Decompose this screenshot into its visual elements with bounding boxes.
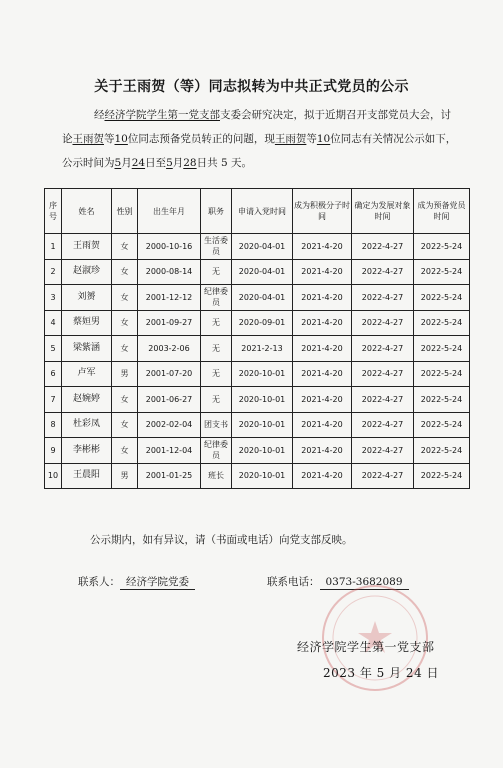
- table-cell: 女: [112, 285, 138, 311]
- table-cell: 纪律委员: [201, 438, 232, 464]
- table-row: [45, 361, 470, 387]
- table-cell: 2022-4-27: [352, 438, 414, 464]
- table-row: [45, 438, 470, 464]
- signing-organization: 经济学院学生第一党支部: [297, 640, 435, 654]
- table-cell: 2001-09-27: [138, 310, 201, 336]
- table-cell: 生活委员: [201, 234, 232, 260]
- intro-text: 经: [94, 109, 105, 121]
- intro-text: 位同志有关情况公示如下，公示时间为: [62, 133, 457, 169]
- table-cell: 2020-04-01: [232, 259, 293, 285]
- table-cell: 赵淑珍: [62, 259, 112, 285]
- table-cell: 女: [112, 438, 138, 464]
- table-cell: 2020-10-01: [232, 361, 293, 387]
- table-row: [45, 463, 470, 489]
- intro-text: 日共 5 天。: [196, 157, 252, 169]
- table-cell: 4: [45, 310, 62, 336]
- table-cell: 2021-4-20: [293, 387, 352, 413]
- table-cell: 2021-4-20: [293, 336, 352, 362]
- members-table: [44, 188, 470, 489]
- table-cell: 2022-5-24: [414, 412, 470, 438]
- column-header: 成为预备党员时间: [414, 189, 470, 234]
- table-cell: 女: [112, 387, 138, 413]
- table-cell: 2020-10-01: [232, 412, 293, 438]
- table-cell: 2001-01-25: [138, 463, 201, 489]
- table-cell: 2022-5-24: [414, 336, 470, 362]
- table-cell: 2001-12-04: [138, 438, 201, 464]
- table-cell: 杜彩凤: [62, 412, 112, 438]
- table-cell: 女: [112, 336, 138, 362]
- table-cell: 2020-04-01: [232, 285, 293, 311]
- notice-text: 公示期内，如有异议，请（书面或电话）向党支部反映。: [90, 534, 353, 546]
- table-cell: 2022-5-24: [414, 361, 470, 387]
- table-cell: 2003-2-06: [138, 336, 201, 362]
- end-day: 28: [183, 157, 197, 169]
- table-cell: 2021-4-20: [293, 463, 352, 489]
- intro-text: 月: [172, 157, 184, 169]
- intro-text: 月: [121, 157, 132, 169]
- table-cell: 2022-5-24: [414, 259, 470, 285]
- intro-text: 等: [306, 133, 317, 145]
- intro-paragraph: [62, 103, 457, 175]
- member-count: 10: [316, 133, 331, 145]
- table-cell: 无: [201, 310, 232, 336]
- intro-text: 支委会研究决定，拟于近期召开支部党员大会，讨论: [62, 109, 451, 145]
- table-cell: 无: [201, 361, 232, 387]
- contact-person-label: 联系人：: [78, 576, 120, 588]
- table-cell: 梁紫涵: [62, 336, 112, 362]
- table-cell: 2021-4-20: [293, 259, 352, 285]
- table-cell: 8: [45, 412, 62, 438]
- table-cell: 2020-10-01: [232, 387, 293, 413]
- table-cell: 2022-4-27: [352, 259, 414, 285]
- table-cell: 刘赟: [62, 285, 112, 311]
- table-cell: 2022-4-27: [352, 361, 414, 387]
- table-row: [45, 234, 470, 260]
- table-cell: 2002-02-04: [138, 412, 201, 438]
- table-cell: 2020-04-01: [232, 234, 293, 260]
- table-cell: 2022-4-27: [352, 336, 414, 362]
- table-cell: 2001-06-27: [138, 387, 201, 413]
- table-cell: 团支书: [201, 412, 232, 438]
- table-cell: 2022-5-24: [414, 387, 470, 413]
- contact-person-value: 经济学院党委: [120, 576, 195, 590]
- table-cell: 1: [45, 234, 62, 260]
- table-cell: 10: [45, 463, 62, 489]
- table-cell: 2021-4-20: [293, 412, 352, 438]
- column-header: 性别: [112, 189, 138, 234]
- table-cell: 纪律委员: [201, 285, 232, 311]
- table-row: [45, 259, 470, 285]
- end-month: 5: [166, 157, 173, 169]
- table-cell: 2021-4-20: [293, 285, 352, 311]
- table-cell: 2000-08-14: [138, 259, 201, 285]
- table-row: [45, 412, 470, 438]
- table-cell: 2001-07-20: [138, 361, 201, 387]
- intro-text: 位同志预备党员转正的问题，现: [127, 133, 275, 145]
- table-row: [45, 285, 470, 311]
- table-cell: 3: [45, 285, 62, 311]
- member-count: 10: [114, 133, 128, 145]
- intro-text: 等: [104, 133, 115, 145]
- column-header: 成为积极分子时间: [293, 189, 352, 234]
- table-row: [45, 310, 470, 336]
- table-cell: 2022-4-27: [352, 285, 414, 311]
- table-cell: 无: [201, 336, 232, 362]
- table-cell: 女: [112, 412, 138, 438]
- table-cell: 王雨贺: [62, 234, 112, 260]
- table-cell: 王晨阳: [62, 463, 112, 489]
- column-header: 序号: [45, 189, 62, 234]
- table-cell: 5: [45, 336, 62, 362]
- table-cell: 2022-4-27: [352, 463, 414, 489]
- column-header: 申请入党时间: [232, 189, 293, 234]
- table-cell: 2022-4-27: [352, 234, 414, 260]
- table-cell: 2021-4-20: [293, 438, 352, 464]
- contact-phone-value: 0373-3682089: [320, 576, 409, 590]
- table-cell: 蔡姮男: [62, 310, 112, 336]
- signing-date: 2023 年 5 月 24 日: [323, 666, 440, 680]
- table-cell: 无: [201, 259, 232, 285]
- table-cell: 2001-12-12: [138, 285, 201, 311]
- column-header: 姓名: [62, 189, 112, 234]
- intro-text: 日至: [145, 157, 167, 169]
- lead-name: 王雨贺: [72, 133, 104, 145]
- table-cell: 2020-10-01: [232, 463, 293, 489]
- contact-phone-label: 联系电话：: [267, 576, 320, 588]
- table-cell: 2021-4-20: [293, 310, 352, 336]
- contact-person: [78, 574, 195, 590]
- table-cell: 9: [45, 438, 62, 464]
- table-cell: 女: [112, 310, 138, 336]
- lead-name: 王雨贺: [274, 133, 307, 145]
- table-cell: 无: [201, 387, 232, 413]
- table-header-row: [45, 189, 470, 234]
- table-cell: 2022-4-27: [352, 387, 414, 413]
- start-month: 5: [114, 157, 122, 169]
- table-cell: 2021-2-13: [232, 336, 293, 362]
- branch-name: 经济学院学生第一党支部: [104, 109, 220, 121]
- table-cell: 2022-5-24: [414, 285, 470, 311]
- column-header: 出生年月: [138, 189, 201, 234]
- table-cell: 女: [112, 234, 138, 260]
- column-header: 职务: [201, 189, 232, 234]
- table-cell: 2021-4-20: [293, 234, 352, 260]
- table-cell: 2: [45, 259, 62, 285]
- start-day: 24: [131, 157, 146, 169]
- page-title: 关于王雨贺（等）同志拟转为中共正式党员的公示: [94, 79, 409, 95]
- table-cell: 2020-10-01: [232, 438, 293, 464]
- table-cell: 2021-4-20: [293, 361, 352, 387]
- table-cell: 赵婉婷: [62, 387, 112, 413]
- table-cell: 2022-5-24: [414, 310, 470, 336]
- table-cell: 卢军: [62, 361, 112, 387]
- table-cell: 2022-5-24: [414, 463, 470, 489]
- table-cell: 2022-5-24: [414, 438, 470, 464]
- table-cell: 2022-4-27: [352, 412, 414, 438]
- table-cell: 2000-10-16: [138, 234, 201, 260]
- table-cell: 6: [45, 361, 62, 387]
- table-cell: 班长: [201, 463, 232, 489]
- table-cell: 女: [112, 259, 138, 285]
- table-cell: 男: [112, 361, 138, 387]
- table-cell: 李彬彬: [62, 438, 112, 464]
- table-row: [45, 387, 470, 413]
- column-header: 确定为发展对象时间: [352, 189, 414, 234]
- table-cell: 2020-09-01: [232, 310, 293, 336]
- table-row: [45, 336, 470, 362]
- table-cell: 男: [112, 463, 138, 489]
- table-cell: 2022-4-27: [352, 310, 414, 336]
- table-cell: 7: [45, 387, 62, 413]
- table-cell: 2022-5-24: [414, 234, 470, 260]
